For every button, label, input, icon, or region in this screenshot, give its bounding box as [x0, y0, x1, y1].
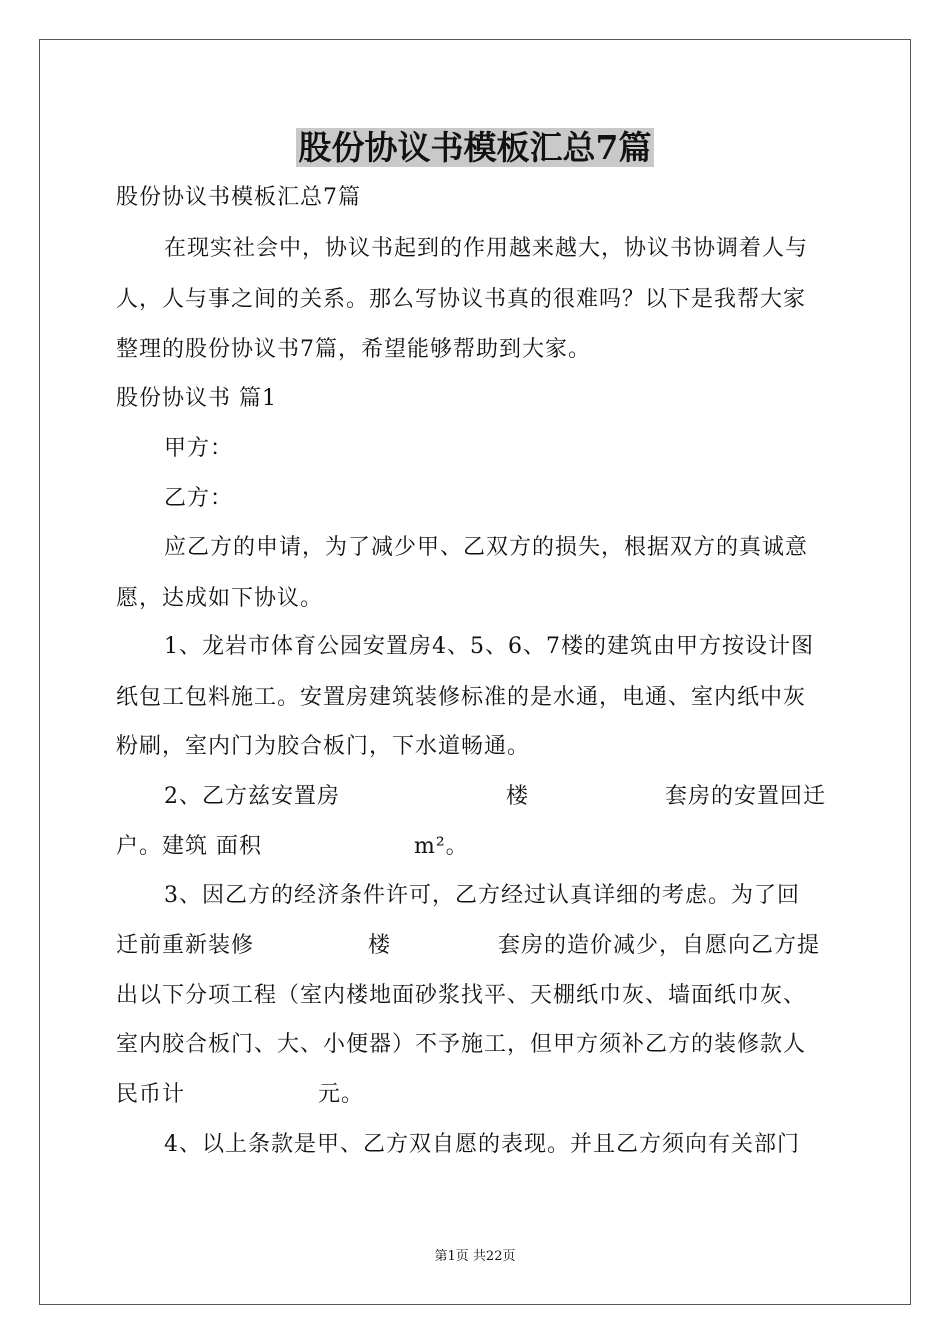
- preamble-line-1: 应乙方的申请，为了减少甲、乙双方的损失，根据双方的真诚意: [164, 535, 809, 560]
- clause1-line-1: 1、龙岩市体育公园安置房4、5、6、7楼的建筑由甲方按设计图: [164, 634, 814, 659]
- intro-line-3: 整理的股份协议书7篇，希望能够帮助到大家。: [116, 337, 591, 362]
- clause2-line2-a: 户。建筑 面积: [116, 834, 262, 859]
- clause1-line-2: 纸包工包料施工。安置房建筑装修标准的是水通，电通、室内纸中灰: [116, 685, 807, 710]
- clause2-part-1: 2、乙方兹安置房: [164, 784, 340, 809]
- party-b-label: 乙方：: [164, 486, 234, 511]
- intro-line-1: 在现实社会中，协议书起到的作用越来越大，协议书协调着人与: [164, 236, 809, 261]
- clause3-line2-c: 套房的造价减少，自愿向乙方提: [498, 933, 821, 958]
- intro-line-2: 人，人与事之间的关系。那么写协议书真的很难吗？以下是我帮大家: [116, 287, 807, 312]
- document-title: 股份协议书模板汇总7篇: [0, 126, 950, 170]
- clause3-line5-a: 民币计: [116, 1082, 186, 1107]
- clause2-line2-b: m²。: [414, 834, 469, 859]
- clause3-line-1: 3、因乙方的经济条件许可，乙方经过认真详细的考虑。为了回: [164, 883, 800, 908]
- clause2-part-2: 楼: [506, 784, 530, 809]
- clause3-line-4: 室内胶合板门、大、小便器）不予施工，但甲方须补乙方的装修款人: [116, 1032, 807, 1057]
- page-border: [39, 39, 911, 1305]
- party-a-label: 甲方：: [164, 436, 234, 461]
- clause3-line-3: 出以下分项工程（室内楼地面砂浆找平、天棚纸巾灰、墙面纸巾灰、: [116, 983, 807, 1008]
- subtitle: 股份协议书模板汇总7篇: [116, 185, 361, 210]
- clause2-part-3: 套房的安置回迁: [665, 784, 827, 809]
- clause1-line-3: 粉刷，室内门为胶合板门，下水道畅通。: [116, 734, 531, 759]
- page-footer: 第1页 共22页: [434, 1249, 516, 1264]
- clause3-line2-b: 楼: [368, 933, 392, 958]
- section-heading: 股份协议书 篇1: [116, 386, 277, 411]
- clause3-line5-b: 元。: [318, 1082, 365, 1107]
- clause4-line-1: 4、以上条款是甲、乙方双自愿的表现。并且乙方须向有关部门: [164, 1132, 800, 1157]
- clause3-line2-a: 迁前重新装修: [116, 933, 255, 958]
- preamble-line-2: 愿，达成如下协议。: [116, 586, 324, 611]
